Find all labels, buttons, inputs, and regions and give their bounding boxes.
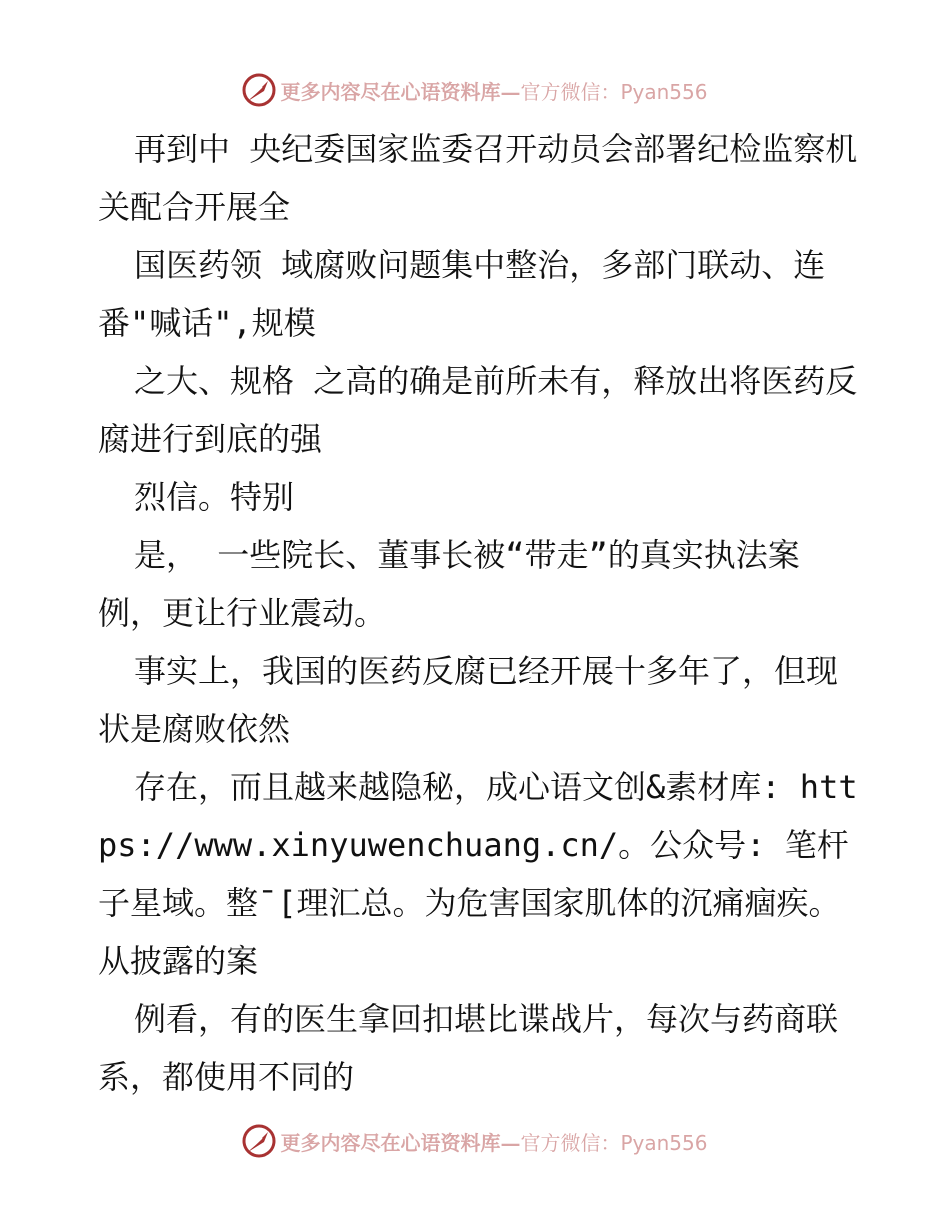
quill-pen-logo-icon [242,73,276,107]
footer-watermark [0,1123,950,1159]
paragraph: 是， 一些院长、董事长被“带走”的真实执法案例，更让行业震动。 [98,536,800,632]
header-wechat-label: 官方微信：Pyan556 [520,79,708,104]
header-watermark-text: 更多内容尽在心语资料库— [280,79,521,104]
header-watermark [0,72,950,108]
footer-watermark-text: 更多内容尽在心语资料库— [280,1130,521,1155]
paragraph: 烈信。特别 [134,478,295,516]
document-body [98,120,858,1106]
quill-pen-logo-icon [242,1124,276,1158]
paragraph: 之大、规格 之高的确是前所未有，释放出将医药反腐进行到底的强 [98,362,858,458]
paragraph: 事实上，我国的医药反腐已经开展十多年了，但现状是腐败依然 [98,652,839,748]
paragraph: 存在，而且越来越隐秘，成心语文创&素材库: https://www.xinyuwenchuang.cn/。公众号: 笔杆子星域。整¯[理汇总。为危害国家肌体的沉痛痼疾。从披露的案 [98,768,858,980]
paragraph: 国医药领 域腐败问题集中整治，多部门联动、连番"喊话",规模 [98,246,826,342]
paragraph: 再到中 央纪委国家监委召开动员会部署纪检监察机关配合开展全 [98,130,858,226]
paragraph: 例看，有的医生拿回扣堪比谍战片，每次与药商联系，都使用不同的 [98,1000,839,1096]
footer-wechat-label: 官方微信：Pyan556 [520,1130,708,1155]
